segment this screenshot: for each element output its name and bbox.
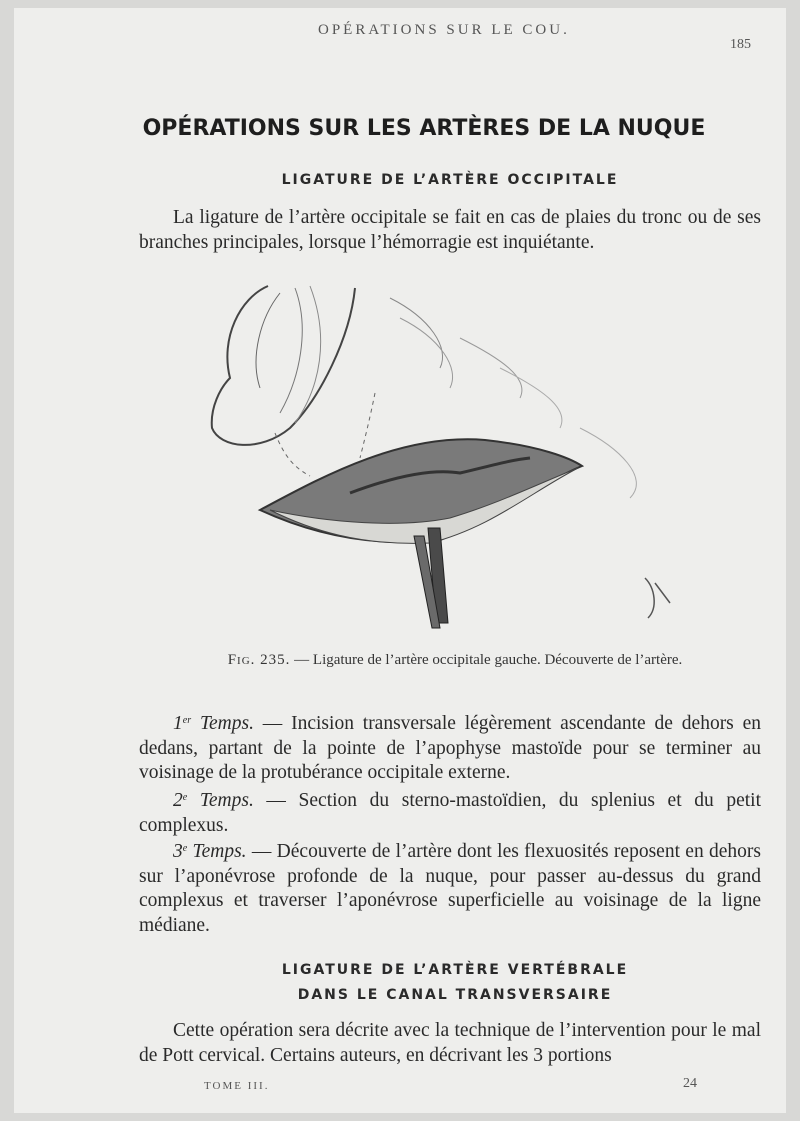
step-2-text: — Section du sterno-mastoïdien, du splenius et du petit complexus. xyxy=(139,790,762,836)
footer-volume: TOME III. xyxy=(204,1080,270,1092)
figure-caption xyxy=(210,650,700,670)
step-1 xyxy=(139,709,761,786)
page-number: 185 xyxy=(730,37,751,52)
section-title-vertebral-line2: DANS LE CANAL TRANSVERSAIRE xyxy=(297,987,613,1003)
step-3-text: — Découverte de l’artère dont les flexuosités reposent en dehors sur l’aponévrose profonde de la nuque, pour passer au-dessus du grand complexus et traverser l’aponévrose superficielle au voisinage de la ligne médiane. xyxy=(139,841,762,936)
section-title-occipital: LIGATURE DE L’ARTÈRE OCCIPITALE xyxy=(281,172,619,188)
figure-caption-text: — Ligature de l’artère occipitale gauche. Découverte de l’artère. xyxy=(290,652,683,668)
running-header: OPÉRATIONS SUR LE COU. xyxy=(318,22,570,38)
intro-paragraph: La ligature de l’artère occipitale se fait en cas de plaies du tronc ou de ses branches principales, lorsque l’hémorragie est inquiétante. xyxy=(139,207,761,253)
step-1-number: 1 xyxy=(173,713,183,734)
vertebral-paragraph: Cette opération sera décrite avec la technique de l’intervention pour le mal de Pott cervical. Certains auteurs, en décrivant les 3 portions xyxy=(139,1020,761,1066)
section-title-vertebral-line1: LIGATURE DE L’ARTÈRE VERTÉBRALE xyxy=(281,962,629,978)
step-1-text: — Incision transversale légèrement ascendante de dehors en dedans, partant de la pointe de l’apophyse mastoïde pour se terminer au voisinage de la protubérance occipitale externe. xyxy=(139,713,762,783)
surgical-illustration xyxy=(200,278,700,638)
step-2-number: 2 xyxy=(173,790,183,811)
step-2-label: Temps. xyxy=(199,790,254,811)
step-3-ordinal: e xyxy=(182,843,188,854)
step-3 xyxy=(139,837,761,938)
step-2 xyxy=(139,786,761,838)
figure-label: Fig. 235. xyxy=(227,652,291,668)
chapter-title: OPÉRATIONS SUR LES ARTÈRES DE LA NUQUE xyxy=(142,116,706,141)
step-3-label: Temps. xyxy=(192,841,247,862)
step-1-ordinal: er xyxy=(182,715,192,726)
footer-signature-mark: 24 xyxy=(683,1076,697,1091)
step-1-label: Temps. xyxy=(199,713,254,734)
step-3-number: 3 xyxy=(173,841,183,862)
step-2-ordinal: e xyxy=(182,792,188,803)
